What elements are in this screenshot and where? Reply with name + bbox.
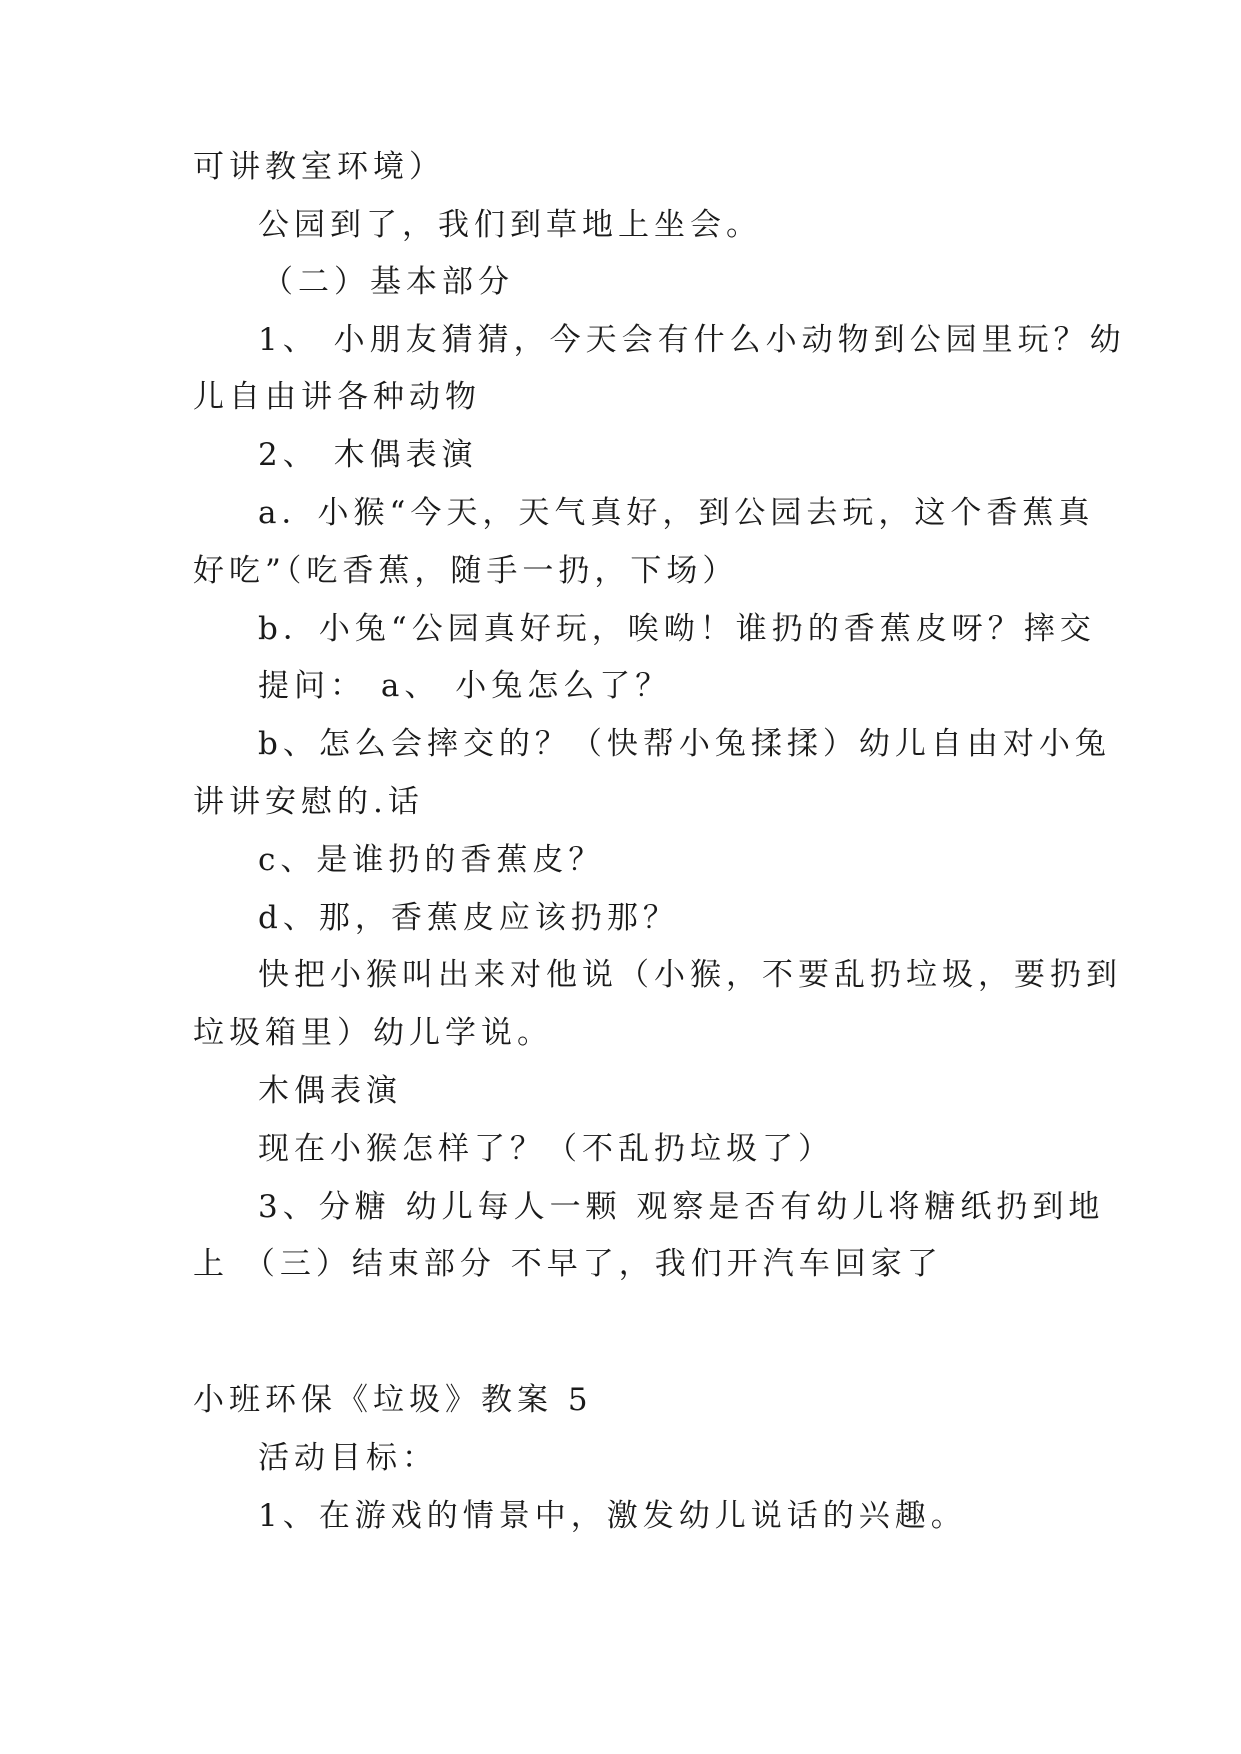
text-line: 现在小猴怎样了？（不乱扔垃圾了） (258, 1131, 834, 1167)
text-line: d、那，香蕉皮应该扔那？ (258, 900, 679, 936)
text-line: 好吃”（吃香蕉，随手一扔，下场） (193, 553, 739, 589)
text-line: 1、 小朋友猜猜，今天会有什么小动物到公园里玩？幼 (258, 322, 1126, 358)
text-line: 公园到了，我们到草地上坐会。 (258, 207, 762, 243)
text-line: b．小兔“公园真好玩，唉呦！谁扔的香蕉皮呀？摔交 (258, 611, 1096, 647)
text-line: b、怎么会摔交的？（快帮小兔揉揉）幼儿自由对小兔 (258, 726, 1111, 762)
text-line: 可讲教室环境） (193, 149, 445, 185)
text-line: 儿自由讲各种动物 (193, 379, 481, 415)
text-line: 活动目标： (258, 1440, 438, 1476)
text-line: 1、在游戏的情景中，激发幼儿说话的兴趣。 (258, 1498, 967, 1534)
text-line: c、是谁扔的香蕉皮？ (258, 842, 605, 878)
text-line: 3、分糖 幼儿每人一颗 观察是否有幼儿将糖纸扔到地 (258, 1189, 1105, 1225)
text-line: 2、 木偶表演 (258, 437, 478, 473)
text-line: 快把小猴叫出来对他说（小猴，不要乱扔垃圾，要扔到 (258, 957, 1122, 993)
text-line: a．小猴“今天，天气真好，到公园去玩，这个香蕉真 (258, 495, 1095, 531)
document-title: 小班环保《垃圾》教案 5 (193, 1382, 593, 1418)
text-line: 提问： a、 小兔怎么了？ (258, 668, 672, 704)
text-line: 木偶表演 (258, 1073, 402, 1109)
text-line: 垃圾箱里）幼儿学说。 (193, 1015, 553, 1051)
text-line: 讲讲安慰的.话 (193, 784, 424, 820)
section-heading: （二）基本部分 (262, 264, 514, 300)
text-line: 上 （三）结束部分 不早了，我们开汽车回家了 (193, 1246, 943, 1282)
